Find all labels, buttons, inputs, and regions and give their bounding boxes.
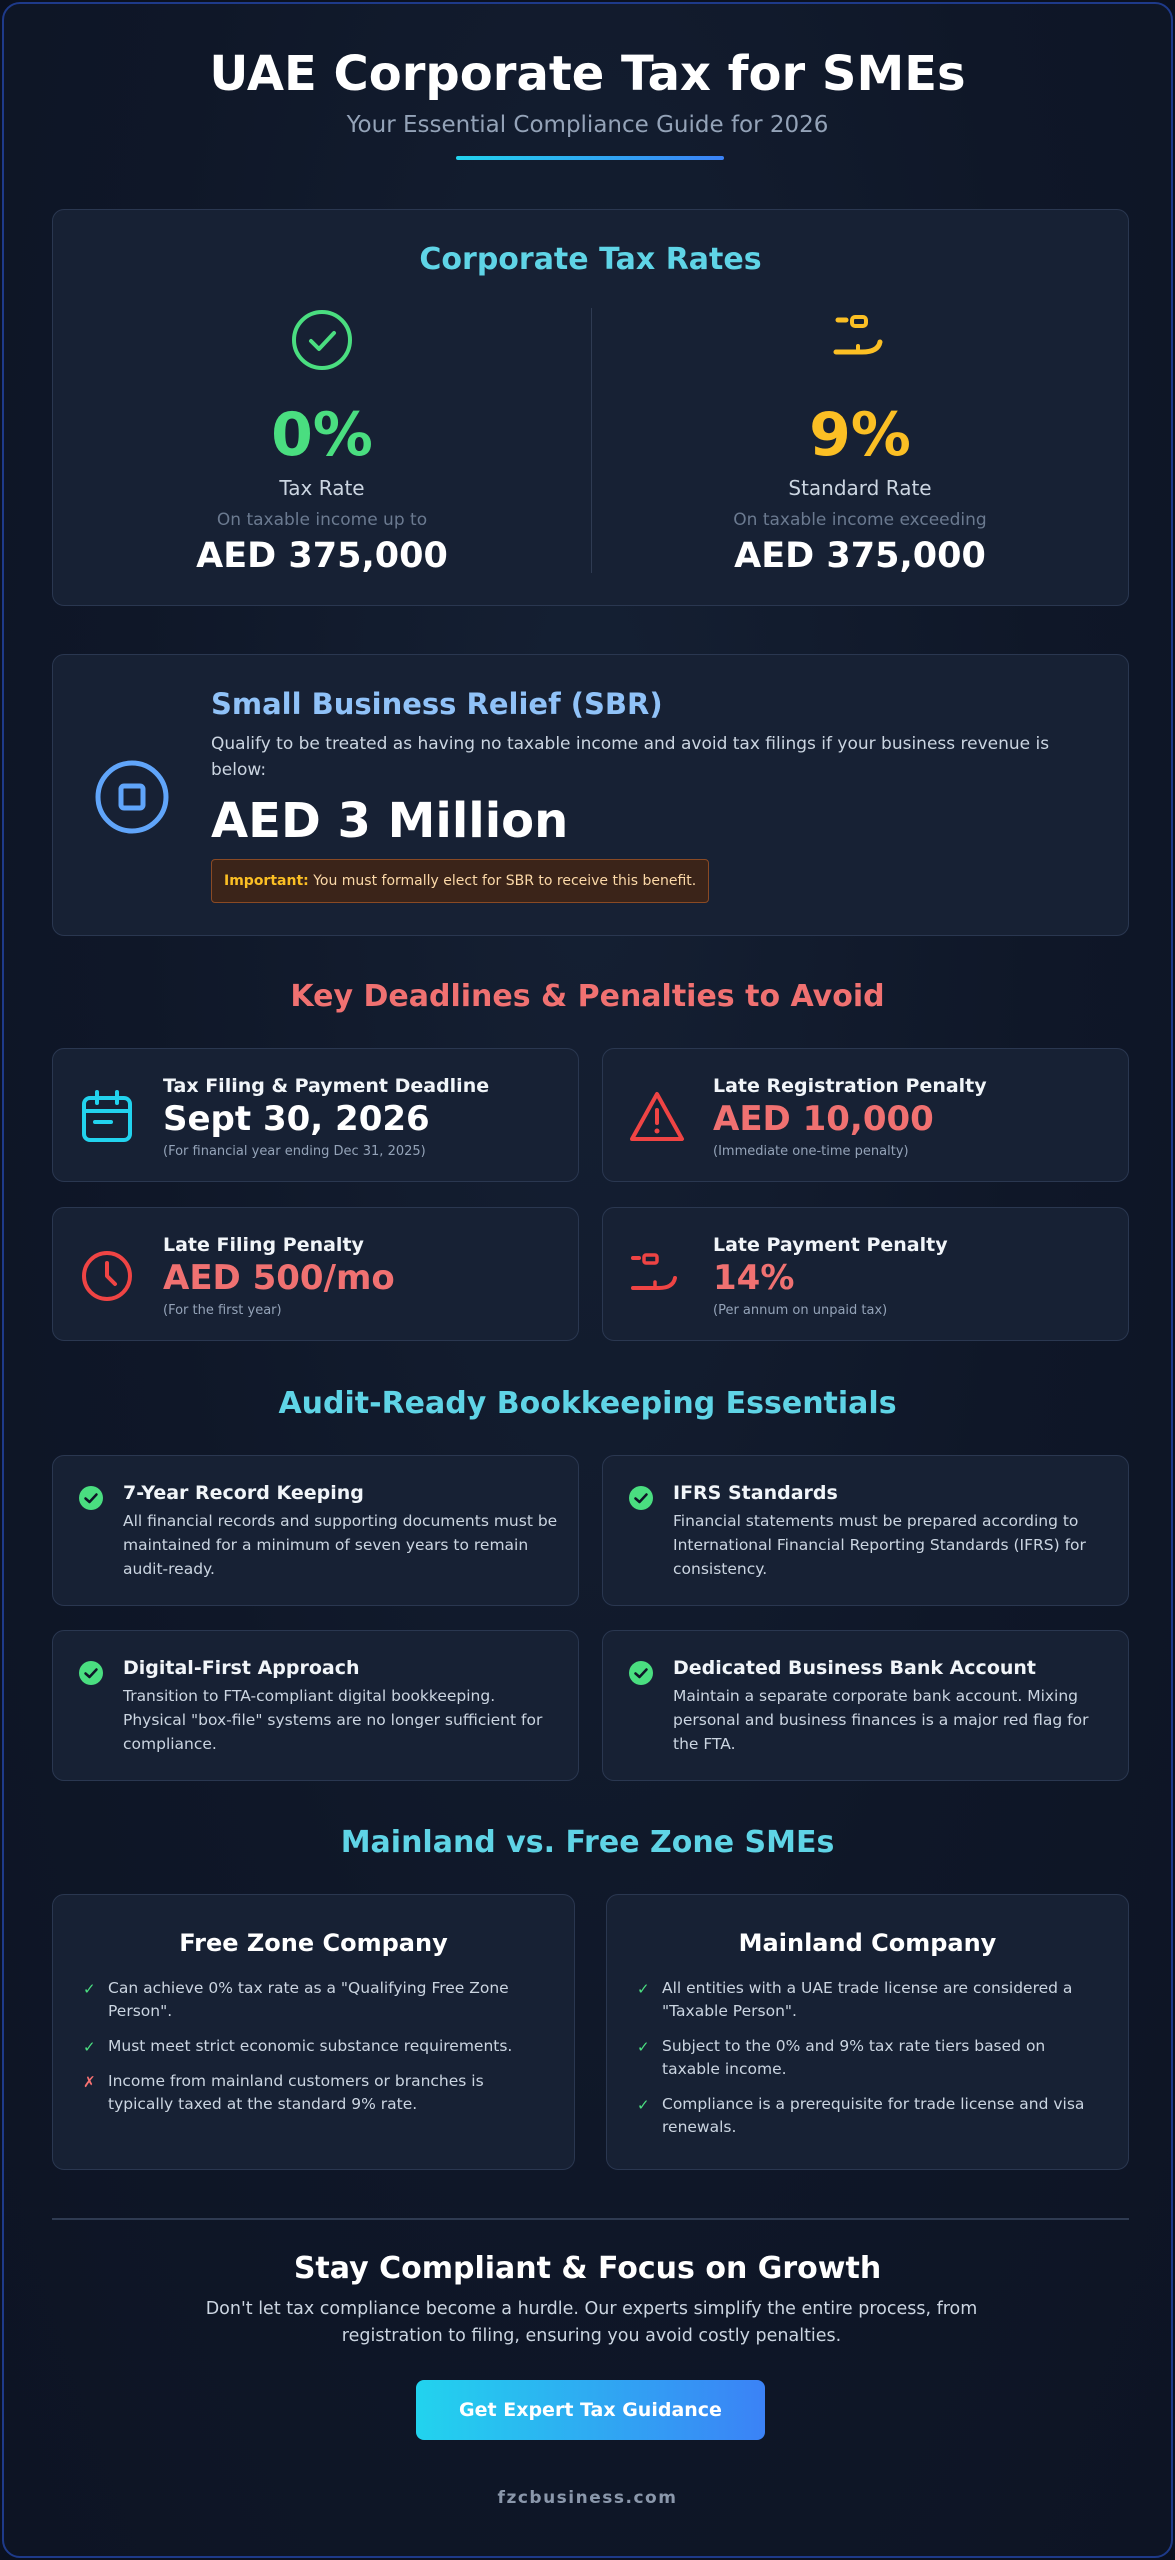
penalty-note: (Immediate one-time penalty): [713, 1144, 909, 1159]
standard-rate-label: Standard Rate: [788, 476, 932, 500]
sbr-threshold: AED 3 Million: [211, 793, 569, 849]
bookkeeping-item-title: IFRS Standards: [673, 1482, 838, 1504]
cross-mark-icon: ✗: [83, 2073, 96, 2091]
check-badge-icon: [79, 1661, 103, 1685]
calendar-icon: [79, 1089, 135, 1145]
deadline-card-late-payment: [602, 1207, 1129, 1341]
zero-rate-value: 0%: [271, 400, 373, 470]
deadline-note: (For financial year ending Dec 31, 2025): [163, 1144, 426, 1159]
zones-title: Mainland vs. Free Zone SMEs: [340, 1825, 835, 1860]
check-mark-icon: ✓: [83, 2038, 96, 2056]
tax-rates-title: Corporate Tax Rates: [419, 242, 762, 277]
bookkeeping-card-bank-account: [602, 1630, 1129, 1781]
section-divider: [52, 2218, 1129, 2220]
deadline-title: Tax Filing & Payment Deadline: [163, 1075, 490, 1097]
zero-rate-note: On taxable income up to: [216, 510, 428, 530]
page-title: UAE Corporate Tax for SMEs: [209, 46, 966, 102]
get-guidance-button[interactable]: Get Expert Tax Guidance: [416, 2380, 765, 2440]
zero-rate-amount: AED 375,000: [196, 536, 448, 576]
zone-list-item: [83, 2035, 553, 2058]
zone-list-item-text: Compliance is a prerequisite for trade license and visa renewals.: [662, 2095, 1085, 2136]
zone-list-item-text: Must meet strict economic substance requirements.: [108, 2037, 513, 2055]
penalty-value: AED 500/mo: [163, 1258, 395, 1298]
zone-list-item: [83, 2070, 553, 2116]
tax-rates-card: [52, 209, 1129, 606]
bookkeeping-card-record-keeping: [52, 1455, 579, 1606]
stop-circle-icon: [93, 758, 171, 836]
page-subtitle: Your Essential Compliance Guide for 2026: [346, 112, 829, 138]
zone-list-item-text: Income from mainland customers or branches is typically taxed at the standard 9% rate.: [108, 2072, 484, 2113]
zone-list-item-text: Subject to the 0% and 9% tax rate tiers based on taxable income.: [662, 2037, 1046, 2078]
penalty-title: Late Filing Penalty: [163, 1234, 364, 1256]
infographic-page: [2, 2, 1173, 2558]
zero-rate-label: Tax Rate: [279, 476, 365, 500]
sbr-important-note: [211, 859, 709, 903]
bookkeeping-item-desc: All financial records and supporting documents must be maintained for a minimum of seven years to remain audit-ready.: [123, 1512, 558, 1578]
title-underline: [456, 156, 724, 160]
penalty-title: Late Registration Penalty: [713, 1075, 987, 1097]
check-mark-icon: ✓: [637, 2038, 650, 2056]
check-mark-icon: ✓: [637, 1980, 650, 1998]
free-zone-title: Free Zone Company: [179, 1929, 448, 1957]
money-hand-icon: [629, 1248, 685, 1304]
sbr-description: Qualify to be treated as having no taxable income and avoid tax filings if your business revenue is below:: [211, 734, 1050, 780]
sbr-note-label: Important:: [224, 873, 309, 889]
cta-description: Don't let tax compliance become a hurdle. Our experts simplify the entire process, from registration to filing, ensuring you avoid costly penalties.: [205, 2299, 978, 2346]
zone-list-item-text: Can achieve 0% tax rate as a "Qualifying Free Zone Person".: [108, 1979, 509, 2020]
mainland-list: [637, 1977, 1107, 2151]
free-zone-card: [52, 1894, 575, 2170]
check-badge-icon: [629, 1486, 653, 1510]
sbr-note-text: You must formally elect for SBR to receive this benefit.: [308, 873, 697, 889]
deadline-card-late-filing: [52, 1207, 579, 1341]
deadline-value: Sept 30, 2026: [163, 1099, 430, 1139]
check-mark-icon: ✓: [637, 2096, 650, 2114]
clock-icon: [79, 1248, 135, 1304]
mainland-title: Mainland Company: [738, 1929, 997, 1957]
footer-website[interactable]: fzcbusiness.com: [497, 2488, 678, 2508]
standard-rate-amount: AED 375,000: [734, 536, 986, 576]
zone-list-item: [637, 2093, 1107, 2139]
deadline-card-late-registration: [602, 1048, 1129, 1182]
check-badge-icon: [79, 1486, 103, 1510]
sbr-title: Small Business Relief (SBR): [211, 687, 663, 721]
penalty-note: (Per annum on unpaid tax): [713, 1303, 888, 1318]
money-hand-icon: [828, 308, 892, 372]
check-circle-icon: [290, 308, 354, 372]
bookkeeping-item-desc: Transition to FTA-compliant digital bookkeeping. Physical "box-file" systems are no longer sufficient for compliance.: [123, 1687, 543, 1753]
zone-list-item-text: All entities with a UAE trade license are considered a "Taxable Person".: [662, 1979, 1073, 2020]
deadline-card-filing: [52, 1048, 579, 1182]
standard-rate-note: On taxable income exceeding: [733, 510, 987, 530]
mainland-card: [606, 1894, 1129, 2170]
free-zone-list: [83, 1977, 553, 2128]
penalty-note: (For the first year): [163, 1303, 282, 1318]
bookkeeping-title: Audit-Ready Bookkeeping Essentials: [278, 1386, 897, 1421]
zone-list-item: [637, 2035, 1107, 2081]
bookkeeping-card-ifrs: [602, 1455, 1129, 1606]
zone-list-item: [637, 1977, 1107, 2023]
bookkeeping-item-title: 7-Year Record Keeping: [123, 1482, 364, 1504]
cta-title: Stay Compliant & Focus on Growth: [293, 2251, 882, 2286]
zone-list-item: [83, 1977, 553, 2023]
penalty-title: Late Payment Penalty: [713, 1234, 948, 1256]
warning-triangle-icon: [629, 1089, 685, 1145]
bookkeeping-item-title: Dedicated Business Bank Account: [673, 1657, 1037, 1679]
standard-rate-value: 9%: [809, 400, 911, 470]
bookkeeping-item-desc: Maintain a separate corporate bank account. Mixing personal and business finances is a major red flag for the FTA.: [673, 1687, 1089, 1753]
sbr-card: [52, 654, 1129, 936]
penalty-value: AED 10,000: [713, 1099, 934, 1139]
deadlines-title: Key Deadlines & Penalties to Avoid: [290, 979, 885, 1014]
check-mark-icon: ✓: [83, 1980, 96, 1998]
bookkeeping-item-desc: Financial statements must be prepared according to International Financial Reporting Standards (IFRS) for consistency.: [673, 1512, 1086, 1578]
check-badge-icon: [629, 1661, 653, 1685]
bookkeeping-card-digital-first: [52, 1630, 579, 1781]
penalty-value: 14%: [713, 1258, 795, 1298]
bookkeeping-item-title: Digital-First Approach: [123, 1657, 360, 1679]
